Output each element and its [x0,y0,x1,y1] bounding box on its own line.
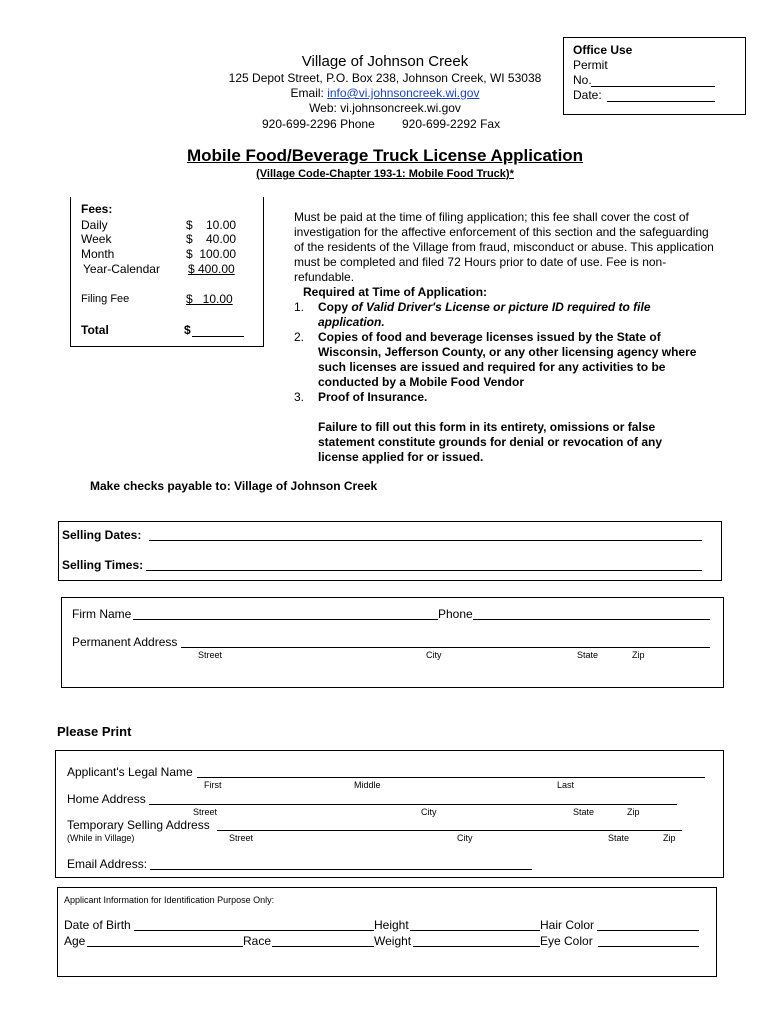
fee-year-amount: $ 400.00 [188,262,235,276]
filing-fee-label: Filing Fee [81,293,130,305]
firm-street-caption: Street [198,650,223,660]
firm-phone-label: Phone [438,607,473,621]
office-use-permit: Permit [573,58,608,72]
form-title: Mobile Food/Beverage Truck License Application [186,146,584,165]
form-subtitle: (Village Code-Chapter 193-1: Mobile Food Truck)* [256,168,514,180]
req-3: Proof of Insurance. [318,390,428,404]
firm-phone-line[interactable] [473,619,710,620]
email-address-line[interactable] [150,869,532,870]
race-label: Race [243,934,272,948]
req-2-num: 2. [294,330,305,344]
name-last-caption: Last [557,780,575,790]
temp-address-line[interactable] [217,830,682,831]
checks-payable: Make checks payable to: Village of Johnson Creek [90,479,378,493]
eye-color-label: Eye Color [540,934,593,948]
req-2: Copies of food and beverage licenses issued by the State of Wisconsin, Jefferson County, or any other licensing agency where such licenses are issued and required for any activities to be conducted by a Mobile Food Vendor [318,330,697,389]
firm-name-label: Firm Name [72,607,132,621]
name-middle-caption: Middle [354,780,381,790]
temp-state-caption: State [608,833,630,843]
hair-color-label: Hair Color [540,918,595,932]
temp-city-caption: City [457,833,473,843]
name-first-caption: First [204,780,222,790]
temp-address-label: Temporary Selling Address [67,818,210,832]
temp-zip-caption: Zip [663,833,676,843]
hair-color-line[interactable] [597,930,699,931]
req-1-prefix: Copy [318,300,352,314]
dob-line[interactable] [134,930,374,931]
fee-daily-label: Daily [81,218,108,232]
village-address: 125 Depot Street, P.O. Box 238, Johnson Creek, WI 53038 [228,71,542,85]
office-no-line[interactable] [591,86,715,87]
weight-label: Weight [374,934,412,948]
firm-box [61,597,724,688]
fee-week-amount: $ 40.00 [186,232,237,246]
village-phone: 920-699-2296 Phone [262,117,375,131]
total-label: Total [81,323,109,337]
firm-zip-caption: Zip [632,650,645,660]
fees-box [70,197,264,347]
applicant-box [55,750,724,878]
fee-paragraph: Must be paid at the time of filing application; this fee shall cover the cost of investigation for the affective enforcement of this section and the safeguarding of the residents of the Village from fraud, misconduct or abuse. This application must be completed and filed 72 Hours prior to date of use. Fee is non-refundable. [294,210,714,284]
req-1 [318,300,708,330]
while-in-village: (While in Village) [67,833,135,843]
dob-label: Date of Birth [64,918,131,932]
home-state-caption: State [573,807,595,817]
firm-city-caption: City [426,650,442,660]
failure-notice: Failure to fill out this form in its entirety, omissions or false statement constitute grounds for denial or revocation of any license applied for or issued. [318,420,663,464]
total-dollar: $ [184,323,191,337]
weight-line[interactable] [413,946,540,947]
height-label: Height [374,918,409,932]
permanent-address-line[interactable] [181,647,710,648]
selling-dates-label: Selling Dates: [62,528,142,542]
email-label: Email: [290,86,328,100]
firm-state-caption: State [577,650,599,660]
office-use-no-label: No. [573,73,592,87]
office-use-title: Office Use [573,43,633,57]
home-address-label: Home Address [67,792,146,806]
fee-year-label: Year-Calendar [83,262,160,276]
email-address-label: Email Address: [67,857,148,871]
home-street-caption: Street [193,807,218,817]
selling-box [58,521,722,581]
identification-box [57,887,717,977]
legal-name-label: Applicant's Legal Name [67,765,193,779]
fee-daily-amount: $ 10.00 [186,218,237,232]
filing-fee-amount: $ 10.00 [186,292,233,306]
total-line[interactable] [192,336,244,337]
selling-times-label: Selling Times: [62,558,144,572]
village-web: Web: vi.johnsoncreek.wi.gov [309,101,461,115]
identification-heading: Applicant Information for Identification Purpose Only: [64,895,275,905]
selling-dates-line[interactable] [149,540,702,541]
eye-color-line[interactable] [598,946,699,947]
selling-times-line[interactable] [146,570,702,571]
village-title: Village of Johnson Creek [301,53,469,70]
temp-street-caption: Street [229,833,254,843]
office-date-line[interactable] [607,101,715,102]
email-link[interactable]: info@vi.johnsoncreek.wi.gov [327,86,480,100]
height-line[interactable] [410,930,540,931]
race-line[interactable] [272,946,374,947]
fee-month-amount: $ 100.00 [186,247,237,261]
age-label: Age [64,934,86,948]
legal-name-line[interactable] [197,777,705,778]
village-email-line [210,86,560,100]
home-zip-caption: Zip [627,807,640,817]
age-line[interactable] [87,946,243,947]
office-use-date-label: Date: [573,88,602,102]
fee-week-label: Week [81,232,112,246]
fee-month-label: Month [81,247,115,261]
fees-heading: Fees: [81,202,113,216]
office-use-box [563,37,746,115]
please-print: Please Print [57,724,132,739]
req-1-italic: of Valid Driver's License or picture ID required to file application. [318,300,651,329]
permanent-address-label: Permanent Address [72,635,178,649]
firm-name-line[interactable] [133,619,438,620]
required-heading: Required at Time of Application: [303,285,488,299]
home-city-caption: City [421,807,437,817]
village-fax: 920-699-2292 Fax [402,117,501,131]
req-1-num: 1. [294,300,305,314]
home-address-line[interactable] [149,804,677,805]
req-3-num: 3. [294,390,305,404]
